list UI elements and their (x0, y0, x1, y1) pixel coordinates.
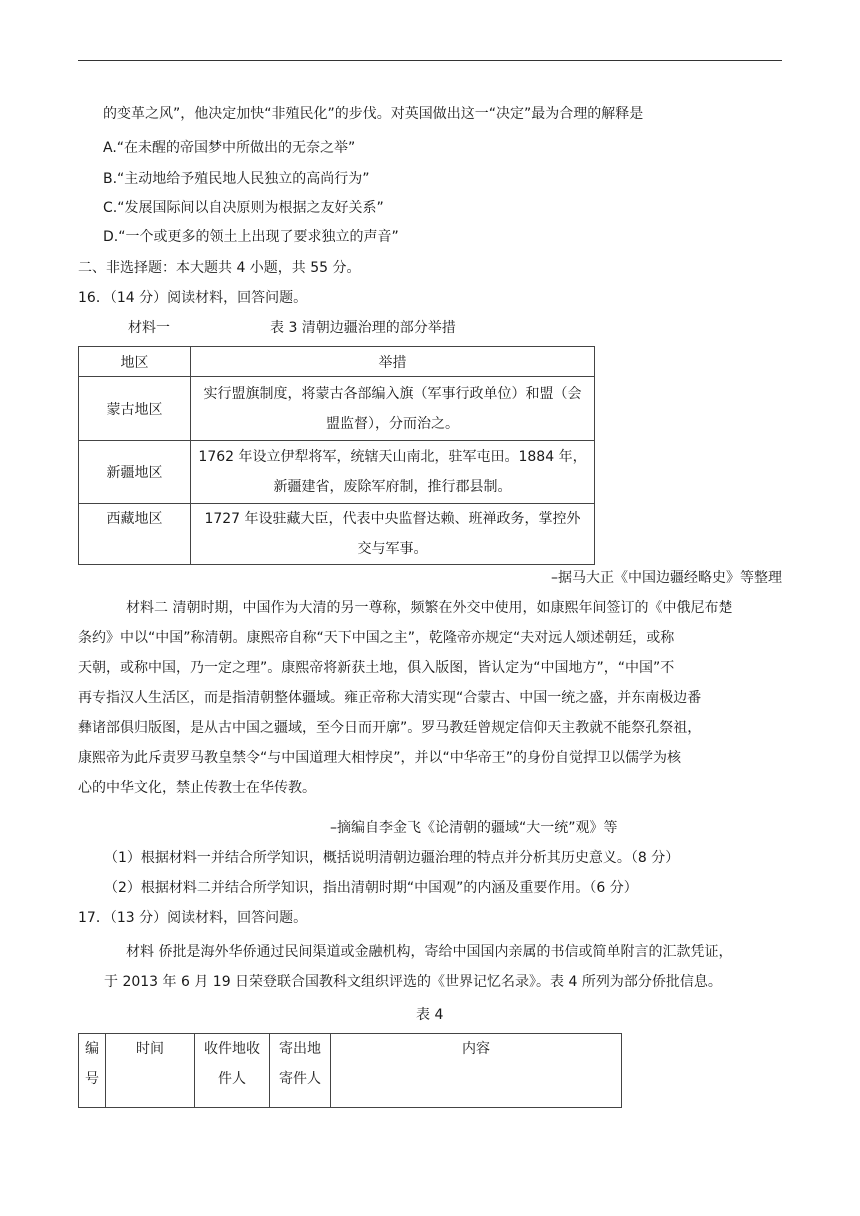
table3-region-cell: 蒙古地区 (79, 377, 191, 441)
table4-header-time (106, 1034, 195, 1108)
q16-heading: 16．（14 分）阅读材料，回答问题。 (78, 290, 308, 306)
table4-header-line: 号 (85, 1071, 99, 1087)
table-row (79, 377, 595, 441)
table3-region-cell: 新疆地区 (79, 441, 191, 504)
table4-caption: 表 4 (416, 1007, 444, 1023)
table4-header-line: 时间 (136, 1041, 164, 1057)
table3-measure-cell (191, 377, 595, 441)
material2-line: 彝诸部俱归版图，是从古中国之疆域，至今日而开廓”。罗马教廷曾规定信仰天主教就不能祭孔祭祖， (78, 720, 702, 736)
table4-header-line: 编 (85, 1041, 99, 1057)
q15-option-b: B.“主动地给予殖民地人民独立的高尚行为” (103, 171, 370, 187)
q15-option-c: C.“发展国际间以自决原则为根据之友好关系” (103, 200, 384, 216)
table-row (79, 504, 595, 565)
table3-region-cell: 西藏地区 (79, 504, 191, 565)
table4-header-line: 寄出地 (279, 1041, 321, 1057)
q17-heading: 17．（13 分）阅读材料，回答问题。 (78, 910, 308, 926)
table-row (79, 441, 595, 504)
material1-label: 材料一 (128, 320, 170, 336)
table3-measure-line: 交与军事。 (357, 541, 428, 557)
material2-line: 心的中华文化，禁止传教士在华传教。 (78, 780, 316, 796)
table3-measure-cell (191, 441, 595, 504)
material2-line: 天朝，或称中国，乃一定之理”。康熙帝将新获土地，俱入版图，皆认定为“中国地方”，“中国”不 (78, 660, 675, 676)
table3-measure-line: 新疆建省，废除军府制，推行郡县制。 (273, 479, 512, 495)
table3-caption: 表 3 清朝边疆治理的部分举措 (270, 320, 456, 336)
table3-measure-line: 实行盟旗制度，将蒙古各部编入旗（军事行政单位）和盟（会 (203, 385, 582, 402)
header-rule (78, 60, 782, 61)
table4-header-content (331, 1034, 622, 1108)
section-heading: 二、非选择题：本大题共 4 小题，共 55 分。 (78, 260, 361, 276)
q17-material-line: 于 2013 年 6 月 19 日荣登联合国教科文组织评选的《世界记忆名录》。表 4 所列为部分侨批信息。 (104, 974, 722, 990)
table3 (78, 346, 595, 565)
material2-line: 条约》中以“中国”称清朝。康熙帝自称“天下中国之主”，乾隆帝亦规定“夫对远人颂述朝廷，或称 (78, 630, 675, 646)
table4-header-number (79, 1034, 106, 1108)
material1-source: –据马大正《中国边疆经略史》等整理 (551, 570, 782, 586)
q16-subquestion-2: （2）根据材料二并结合所学知识，指出清朝时期“中国观”的内涵及重要作用。（6 分） (104, 880, 638, 896)
table3-measure-line: 盟监督），分而治之。 (326, 415, 459, 432)
table3-header-row (79, 347, 595, 377)
table4-header-line: 内容 (462, 1041, 490, 1057)
material2-line: 再专指汉人生活区，而是指清朝整体疆域。雍正帝称大清实现“合蒙古、中国一统之盛，并东南极边番 (78, 690, 702, 706)
table4-header-sender (270, 1034, 331, 1108)
material2-line: 材料二 清朝时期，中国作为大清的另一尊称，频繁在外交中使用，如康熙年间签订的《中俄尼布楚 (126, 600, 733, 616)
material2-source: –摘编自李金飞《论清朝的疆域“大一统”观》等 (330, 820, 618, 836)
table3-measure-cell (191, 504, 595, 565)
q17-material-line: 材料 侨批是海外华侨通过民间渠道或金融机构，寄给中国国内亲属的书信或简单附言的汇款凭证， (126, 944, 733, 960)
q15-option-a: A.“在未醒的帝国梦中所做出的无奈之举” (103, 140, 356, 156)
table4 (78, 1033, 622, 1108)
table3-header-measures: 举措 (191, 347, 595, 377)
table4-header-row (79, 1034, 622, 1108)
table4-header-line: 件人 (218, 1071, 246, 1087)
table4-header-line: 收件地收 (204, 1041, 260, 1057)
table3-measure-line: 1727 年设驻藏大臣，代表中央监督达赖、班禅政务，掌控外 (204, 511, 581, 527)
table4-header-recipient (195, 1034, 270, 1108)
q15-stem-end: 的变革之风”，他决定加快“非殖民化”的步伐。对英国做出这一“决定”最为合理的解释是 (103, 106, 644, 122)
table3-header-region: 地区 (79, 347, 191, 377)
table3-measure-line: 1762 年设立伊犁将军，统辖天山南北，驻军屯田。1884 年， (198, 449, 587, 465)
q16-subquestion-1: （1）根据材料一并结合所学知识，概括说明清朝边疆治理的特点并分析其历史意义。（8 分） (104, 850, 680, 866)
material2-line: 康熙帝为此斥责罗马教皇禁令“与中国道理大相悖戾”，并以“中华帝王”的身份自觉捍卫以儒学为核 (78, 750, 682, 766)
table4-header-line: 寄件人 (279, 1071, 321, 1087)
q15-option-d: D.“一个或更多的领土上出现了要求独立的声音” (103, 229, 399, 245)
